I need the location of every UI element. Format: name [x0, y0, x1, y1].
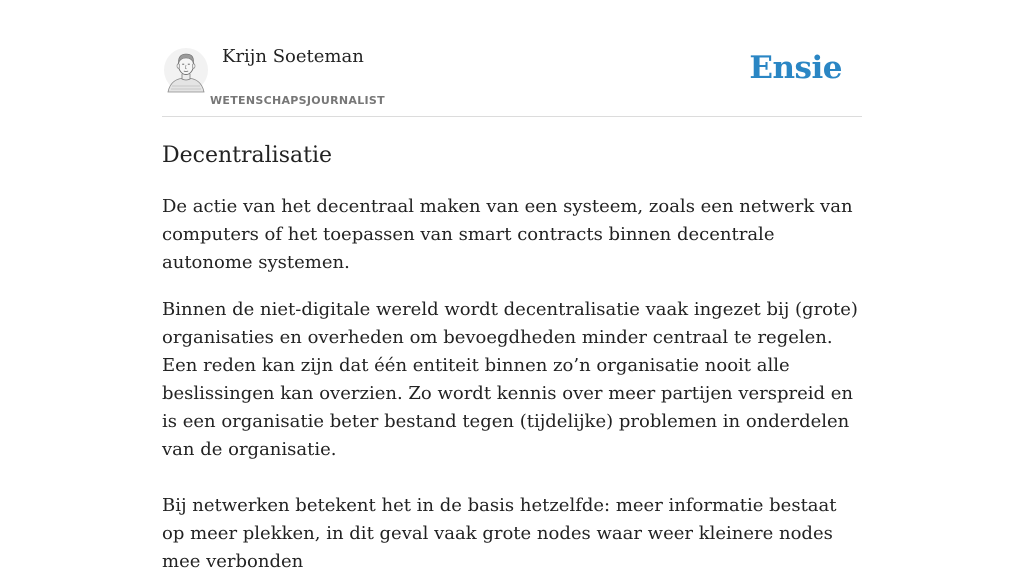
author-portrait-icon — [164, 48, 208, 92]
author-header — [162, 40, 862, 117]
author-name[interactable]: Krijn Soeteman — [222, 46, 364, 67]
author-role: WETENSCHAPSJOURNALIST — [210, 94, 385, 107]
avatar[interactable] — [164, 48, 208, 92]
article-paragraph: Binnen de niet-digitale wereld wordt decentralisatie vaak ingezet bij (grote) organisaties en overheden om bevoegdheden minder centraal te regelen. Een reden kan zijn dat één entiteit binnen zo’n organisatie nooit alle beslissingen kan overzien. Zo wordt kennis over meer partijen verspreid en is een organisatie beter bestand tegen (tijdelijke) problemen in onderdelen van de organisatie. — [162, 299, 858, 460]
article-paragraph: Bij netwerken betekent het in de basis hetzelfde: meer informatie bestaat op meer plekken, in dit geval vaak grote nodes waar weer kleinere nodes mee verbonden — [162, 495, 837, 572]
definition-card — [162, 40, 862, 576]
article-paragraph: De actie van het decentraal maken van een systeem, zoals een netwerk van computers of het toepassen van smart contracts binnen decentrale autonome systemen. — [162, 196, 853, 273]
article-title: Decentralisatie — [162, 143, 333, 168]
ensie-logo[interactable]: Ensie — [749, 50, 842, 86]
